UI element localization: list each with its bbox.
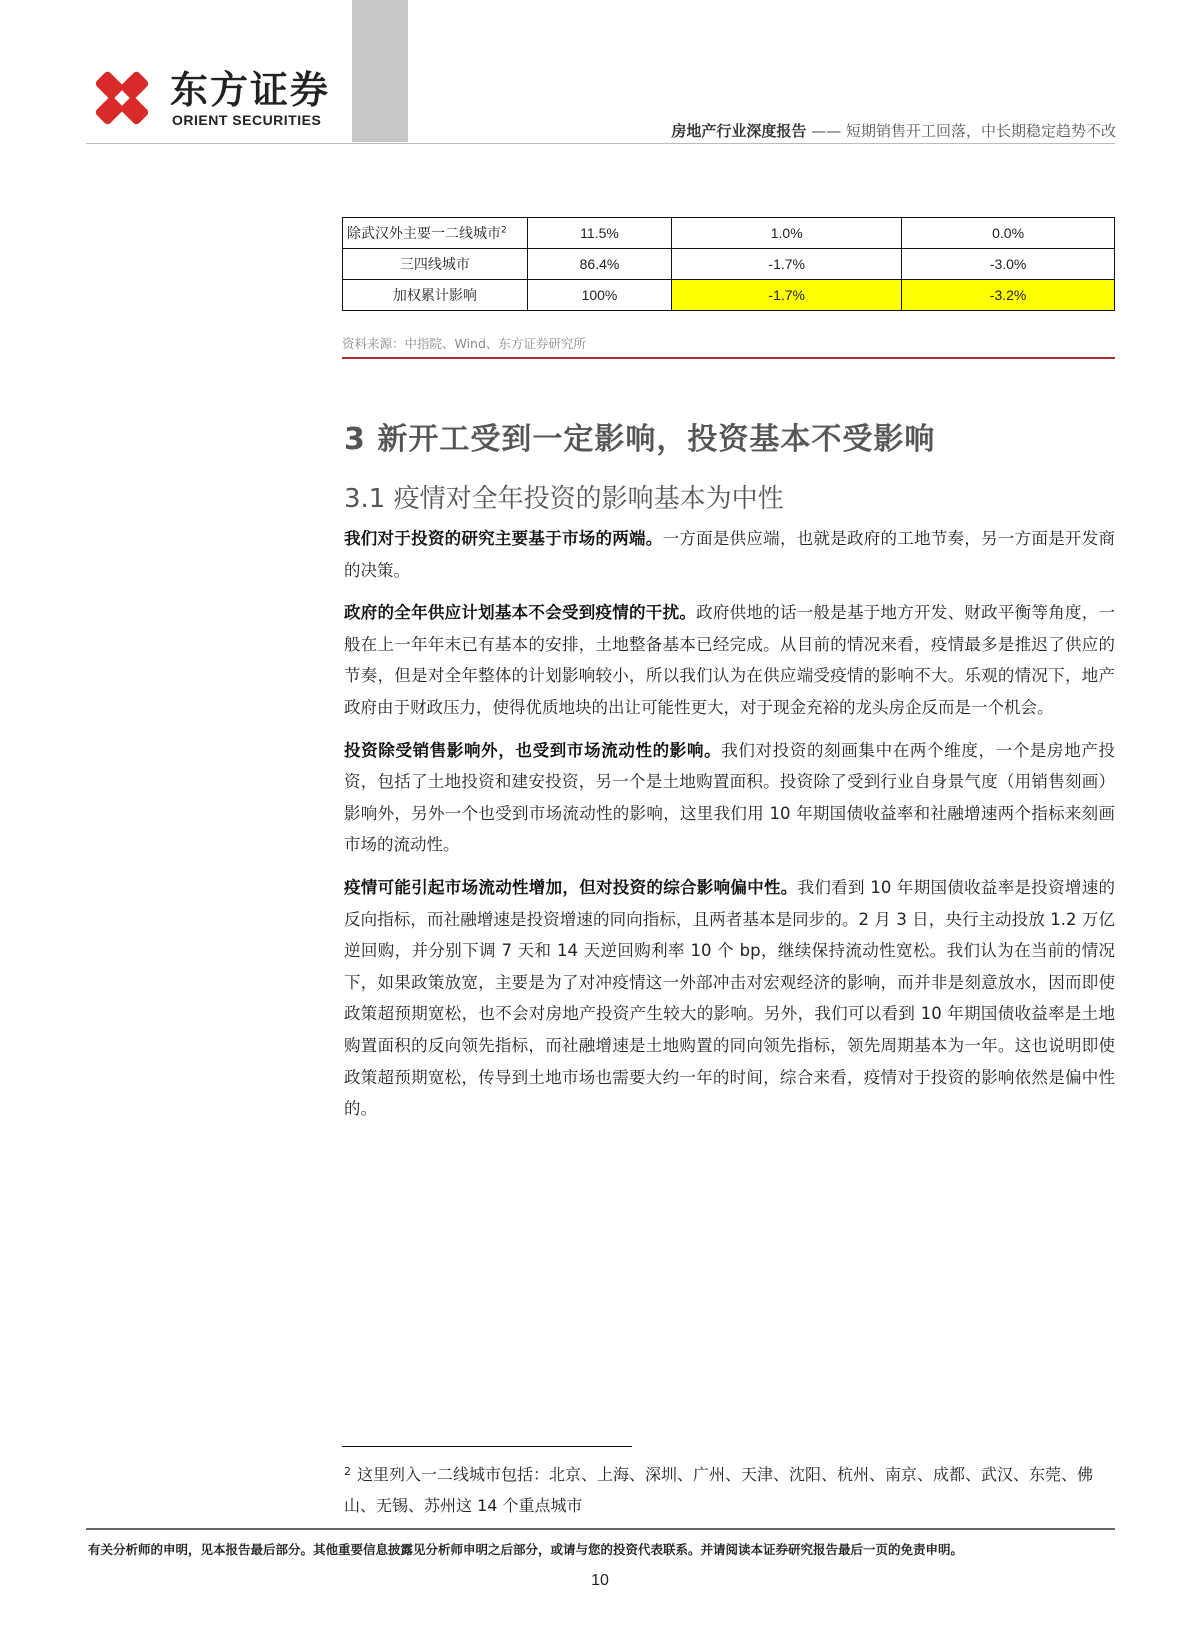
paragraph	[344, 735, 1115, 861]
footnote-text: 这里列入一二线城市包括：北京、上海、深圳、广州、天津、沈阳、杭州、南京、成都、武汉、东莞、佛山、无锡、苏州这 14 个重点城市	[344, 1465, 1094, 1515]
page-number: 10	[591, 1572, 609, 1589]
report-header-title	[671, 120, 1116, 141]
paragraph-text: 我们看到 10 年期国债收益率是投资增速的反向指标，而社融增速是投资增速的同向指标，且两者基本是同步的。2 月 3 日，央行主动投放 1.2 万亿逆回购，并分别下调 7 天和 14 天逆回购利率 10 个 bp，继续保持流动性宽松。我们认为在当前的情况下，如果政策放宽，主要是为了对冲疫情这一外部冲击对宏观经济的影响，而并非是刻意放水，因而即使政策超预期宽松，也不会对房地产投资产生较大的影响。另外，我们可以看到 10 年期国债收益率是土地购置面积的反向领先指标，而社融增速是土地购置的同向领先指标，领先周期基本为一年。这也说明即使政策超预期宽松，传导到土地市场也需要大约一年的时间，综合来看，疫情对于投资的影响依然是偏中性的。	[344, 877, 1115, 1119]
table-cell-value: 1.0%	[672, 218, 902, 249]
paragraph-lead: 疫情可能引起市场流动性增加，但对投资的综合影响偏中性。	[344, 877, 798, 897]
paragraph-lead: 我们对于投资的研究主要基于市场的两端。	[344, 529, 663, 548]
paragraph-lead: 政府的全年供应计划基本不会受到疫情的干扰。	[344, 603, 697, 623]
footnote-mark: 2	[344, 1465, 351, 1478]
paragraph	[344, 872, 1115, 1125]
table-row	[343, 218, 1115, 249]
brand-name-en: ORIENT SECURITIES	[172, 112, 322, 128]
footnote-divider	[342, 1446, 632, 1447]
report-title: 房地产行业深度报告	[671, 122, 807, 140]
report-title-separator: ——	[806, 122, 846, 140]
table-cell-city: 三四线城市	[343, 249, 528, 280]
report-subtitle: 短期销售开工回落，中长期稳定趋势不改	[845, 122, 1116, 140]
footer-disclaimer: 有关分析师的申明，见本报告最后部分。其他重要信息披露见分析师申明之后部分，或请与您的投资代表联系。并请阅读本证券研究报告最后一页的免责申明。	[88, 1542, 964, 1557]
table-cell-value-highlighted: -1.7%	[672, 280, 902, 311]
table-row	[343, 280, 1115, 311]
orient-securities-logo-icon	[88, 64, 156, 132]
table-cell-city: 除武汉外主要一二线城市$^2$	[343, 218, 528, 249]
header-divider	[86, 143, 1115, 144]
body-text	[344, 523, 1115, 1136]
table-cell-weight: 100%	[527, 280, 672, 311]
brand-name-cn: 东方证券	[170, 68, 331, 112]
table-cell-value-highlighted: -3.2%	[902, 280, 1115, 311]
source-divider	[342, 357, 1115, 359]
paragraph	[344, 597, 1115, 723]
table-cell-weight: 86.4%	[527, 249, 672, 280]
paragraph-text: 政府供地的话一般是基于地方开发、财政平衡等角度，一般在上一年年末已有基本的安排，土地整备基本已经完成。从目前的情况来看，疫情最多是推迟了供应的节奏，但是对全年整体的计划影响较小，所以我们认为在供应端受疫情的影响不大。乐观的情况下，地产政府由于财政压力，使得优质地块的出让可能性更大，对于现金充裕的龙头房企反而是一个机会。	[344, 603, 1116, 717]
footnote-ref: 2	[501, 225, 507, 236]
subsection-heading: 3.1 疫情对全年投资的影响基本为中性	[344, 484, 784, 514]
paragraph-text: 一方面是供应端，也就是政府的工地节奏，另一方面是开发商的决策。	[344, 529, 1116, 580]
table-cell-weight: 11.5%	[527, 218, 672, 249]
table-cell-value: 0.0%	[902, 218, 1115, 249]
table-source: 资料来源：中指院、Wind、东方证券研究所	[342, 336, 586, 351]
paragraph	[344, 523, 1115, 586]
table-cell-value: -1.7%	[672, 249, 902, 280]
paragraph-text: 我们对投资的刻画集中在两个维度，一个是房地产投资，包括了土地投资和建安投资，另一个是土地购置面积。投资除了受到行业自身景气度（用销售刻画）影响外，另外一个也受到市场流动性的影响，这里我们用 10 年期国债收益率和社融增速两个指标来刻画市场的流动性。	[344, 740, 1116, 855]
section-heading: 3 新开工受到一定影响，投资基本不受影响	[344, 422, 936, 457]
footer-divider	[86, 1528, 1115, 1530]
header-gray-bar	[352, 0, 408, 142]
footnote	[344, 1456, 1094, 1521]
paragraph-lead: 投资除受销售影响外，也受到市场流动性的影响。	[344, 740, 722, 760]
table-cell-value: -3.0%	[902, 249, 1115, 280]
table-cell-city: 加权累计影响	[343, 280, 528, 311]
impact-table	[342, 217, 1115, 311]
table-row	[343, 249, 1115, 280]
